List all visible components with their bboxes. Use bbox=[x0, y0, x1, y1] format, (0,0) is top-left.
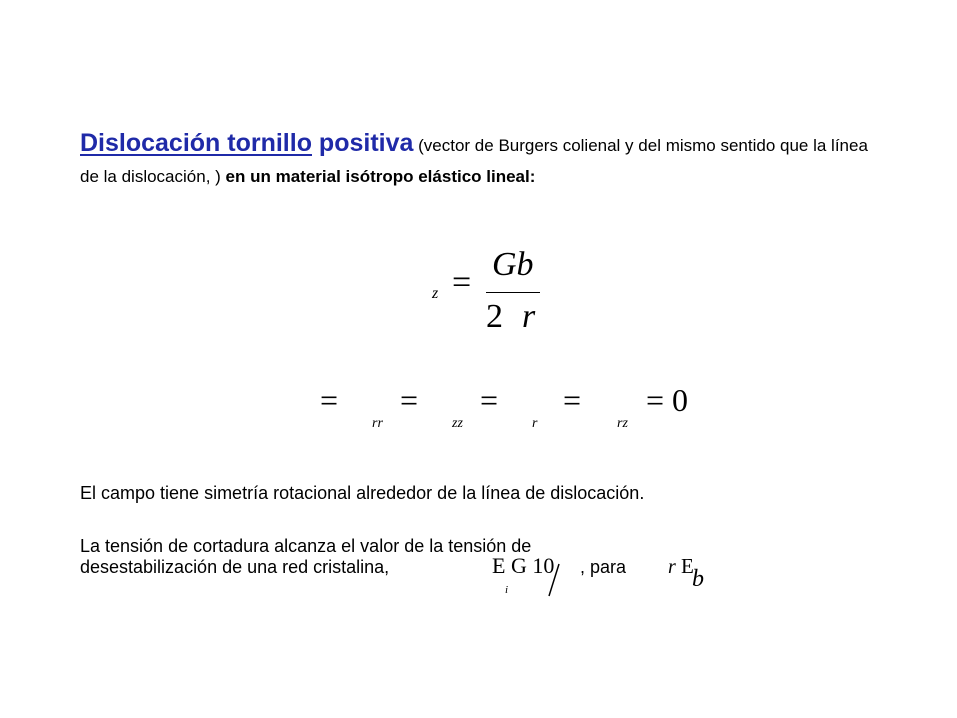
inline-math-1-sub: i bbox=[505, 584, 509, 596]
inline-math-2-val: b bbox=[692, 566, 704, 592]
equals-1: = bbox=[320, 382, 339, 418]
shear-stress-line-1: La tensión de cortadura alcanza el valor de la tensión de bbox=[80, 536, 532, 556]
fraction-slash bbox=[546, 562, 562, 598]
shear-stress-line-2: desestabilización de una red cristalina, bbox=[80, 557, 390, 577]
symmetry-paragraph: El campo tiene simetría rotacional alrededor de la línea de dislocación. bbox=[80, 483, 645, 503]
title-underlined: Dislocación tornillo bbox=[80, 129, 312, 157]
sigma-rz-sub: rz bbox=[617, 416, 628, 431]
sigma-rr-sub: rr bbox=[372, 416, 383, 431]
inline-math-2-var: r bbox=[668, 556, 676, 578]
equals-sign: = bbox=[452, 264, 472, 301]
equals-2: = bbox=[400, 382, 419, 418]
paren-text: (vector de Burgers colienal y del mismo sentido que la línea de la dislocación, ) bbox=[80, 136, 868, 186]
zero-result: 0 bbox=[672, 382, 688, 418]
denominator-two: 2 bbox=[486, 298, 503, 335]
para-tail: , para bbox=[580, 557, 627, 577]
fraction-bar bbox=[486, 292, 540, 293]
equals-5: = bbox=[646, 382, 665, 418]
numerator: Gb bbox=[492, 246, 534, 283]
equals-3: = bbox=[480, 382, 499, 418]
bold-tail: en un material isótropo elástico lineal: bbox=[220, 167, 536, 186]
intro-paragraph bbox=[80, 128, 880, 193]
sigma-r-theta-sub: r bbox=[532, 416, 538, 431]
title-bold: positiva bbox=[311, 129, 414, 157]
inline-math-1-main: Ε G 10 bbox=[492, 553, 555, 578]
inline-math-2-rel: Ε bbox=[681, 554, 694, 578]
sigma-zz-sub: zz bbox=[452, 416, 463, 431]
equals-4: = bbox=[563, 382, 582, 418]
denominator-r: r bbox=[522, 298, 536, 335]
sigma-z-subscript: z bbox=[432, 285, 439, 302]
